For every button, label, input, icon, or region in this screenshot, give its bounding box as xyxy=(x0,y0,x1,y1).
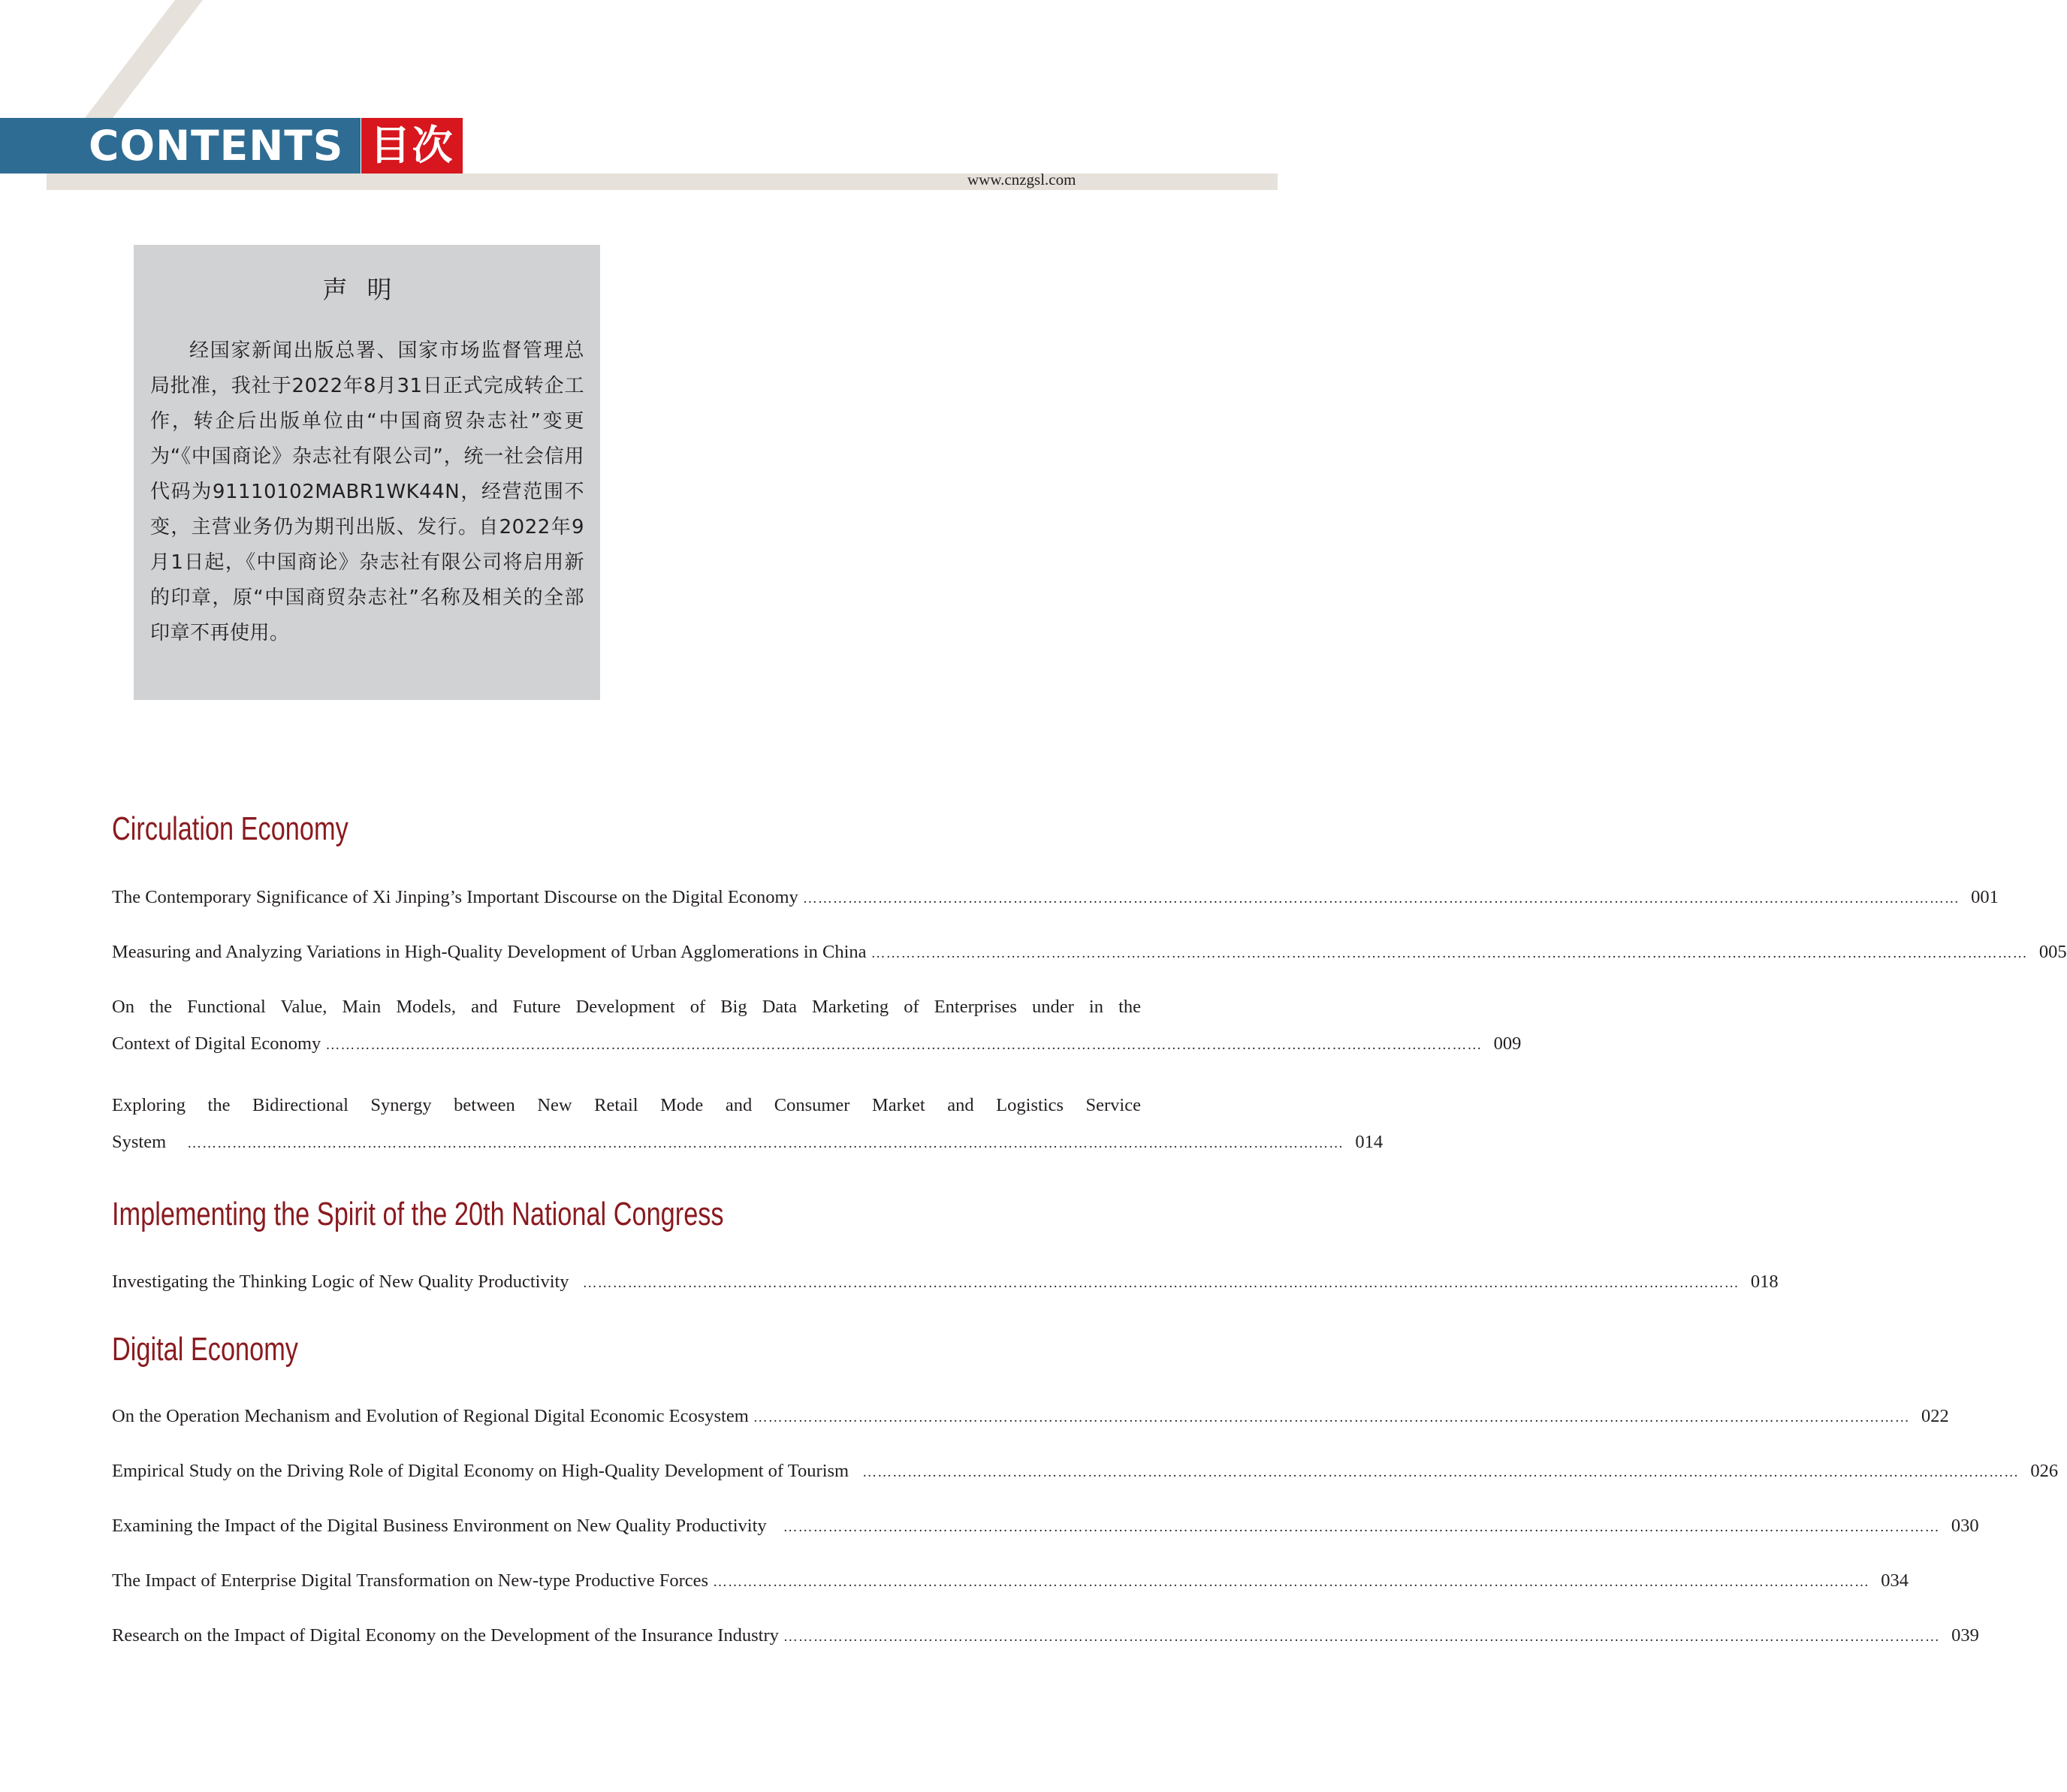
entry-title: Investigating the Thinking Logic of New Quality Productivity xyxy=(112,1272,569,1292)
section-title-digital-economy: Digital Economy xyxy=(112,1331,298,1368)
entry-title: Measuring and Analyzing Variations in High-Quality Development of Urban Agglomerations in China xyxy=(112,942,867,962)
entry-title-line1: Exploring the Bidirectional Synergy between New Retail Mode and Consumer Market and Logistics Service xyxy=(112,1095,1141,1115)
entry-title: Context of Digital Economy xyxy=(112,1033,321,1054)
entry-page: 014 xyxy=(1355,1132,1384,1152)
entry-page: 009 xyxy=(1493,1033,1522,1054)
entry-page: 001 xyxy=(1971,887,1999,907)
entry-title: System xyxy=(112,1132,167,1152)
entry-title: The Contemporary Significance of Xi Jinping’s Important Discourse on the Digital Economy xyxy=(112,887,798,907)
dot-leader: …………………………………………………………………………………………………………………………………………………………………………………………………………… xyxy=(871,946,2028,961)
dot-leader: …………………………………………………………………………………………………………………………………………………………………………………………………………… xyxy=(862,1465,2020,1480)
entry-title: Empirical Study on the Driving Role of Digital Economy on High-Quality Development of Tourism xyxy=(112,1461,849,1481)
notice-title: 声明 xyxy=(322,275,412,304)
toc-entry[interactable] xyxy=(112,887,1999,908)
entry-page: 030 xyxy=(1951,1516,1979,1536)
contents-title: CONTENTS xyxy=(89,122,344,170)
dot-leader: …………………………………………………………………………………………………………………………………………………………………………………………………………… xyxy=(783,1629,1940,1645)
toc-entry[interactable] xyxy=(112,1095,1384,1153)
dot-leader: …………………………………………………………………………………………………………………………………………………………………………………………………………… xyxy=(802,891,1960,907)
toc-entry[interactable] xyxy=(112,1625,1979,1646)
section-title-20th-national-congress: Implementing the Spirit of the 20th National Congress xyxy=(112,1196,724,1232)
dot-leader: …………………………………………………………………………………………………………………………………………………………………………………………………………… xyxy=(783,1519,1940,1535)
toc-entry[interactable] xyxy=(112,1272,1779,1293)
entry-title: Research on the Impact of Digital Economy on the Development of the Insurance Industry xyxy=(112,1625,779,1646)
entry-title: Examining the Impact of the Digital Business Environment on New Quality Productivity xyxy=(112,1516,767,1536)
toc-entry[interactable] xyxy=(112,1406,1949,1427)
dot-leader: …………………………………………………………………………………………………………………………………………………………………………………………………………… xyxy=(582,1275,1740,1291)
entry-page: 022 xyxy=(1921,1406,1949,1426)
dot-leader: …………………………………………………………………………………………………………………………………………………………………………………………………………… xyxy=(325,1037,1483,1053)
website-url[interactable]: www.cnzgsl.com xyxy=(967,170,1076,189)
dot-leader: …………………………………………………………………………………………………………………………………………………………………………………………………………… xyxy=(713,1574,1870,1590)
header-rule xyxy=(47,173,1278,190)
entry-title-line1: On the Functional Value, Main Models, and Future Development of Big Data Marketing of Enterprises under in the xyxy=(112,997,1141,1017)
mulu-title: 目次 xyxy=(370,122,454,169)
toc-entry[interactable] xyxy=(112,1461,2059,1482)
toc-entry[interactable] xyxy=(112,1516,1979,1537)
section-title-circulation-economy: Circulation Economy xyxy=(112,810,349,847)
entry-page: 026 xyxy=(2030,1461,2059,1481)
toc-entry[interactable] xyxy=(112,997,1522,1054)
notice-body: 经国家新闻出版总署、国家市场监督管理总局批准，我社于2022年8月31日正式完成转企工作，转企后出版单位由“中国商贸杂志社”变更为“《中国商论》杂志社有限公司”，统一社会信用代码为91110102MABR1WK44N，经营范围不变，主营业务仍为期刊出版、发行。自2022年9月1日起，《中国商论》杂志社有限公司将启用新的印章，原“中国商贸杂志社”名称及相关的全部印章不再使用。 xyxy=(150,339,584,644)
entry-title: The Impact of Enterprise Digital Transformation on New-type Productive Forces xyxy=(112,1570,709,1591)
toc-entry[interactable] xyxy=(112,942,2067,963)
toc-entry[interactable] xyxy=(112,1570,1909,1591)
entry-page: 034 xyxy=(1881,1570,1909,1591)
entry-page: 005 xyxy=(2038,942,2067,962)
entry-page: 039 xyxy=(1951,1625,1979,1646)
dot-leader: …………………………………………………………………………………………………………………………………………………………………………………………………………… xyxy=(187,1136,1344,1151)
entry-title: On the Operation Mechanism and Evolution of Regional Digital Economic Ecosystem xyxy=(112,1406,749,1426)
entry-page: 018 xyxy=(1750,1272,1779,1292)
dot-leader: …………………………………………………………………………………………………………………………………………………………………………………………………………… xyxy=(753,1410,1910,1425)
